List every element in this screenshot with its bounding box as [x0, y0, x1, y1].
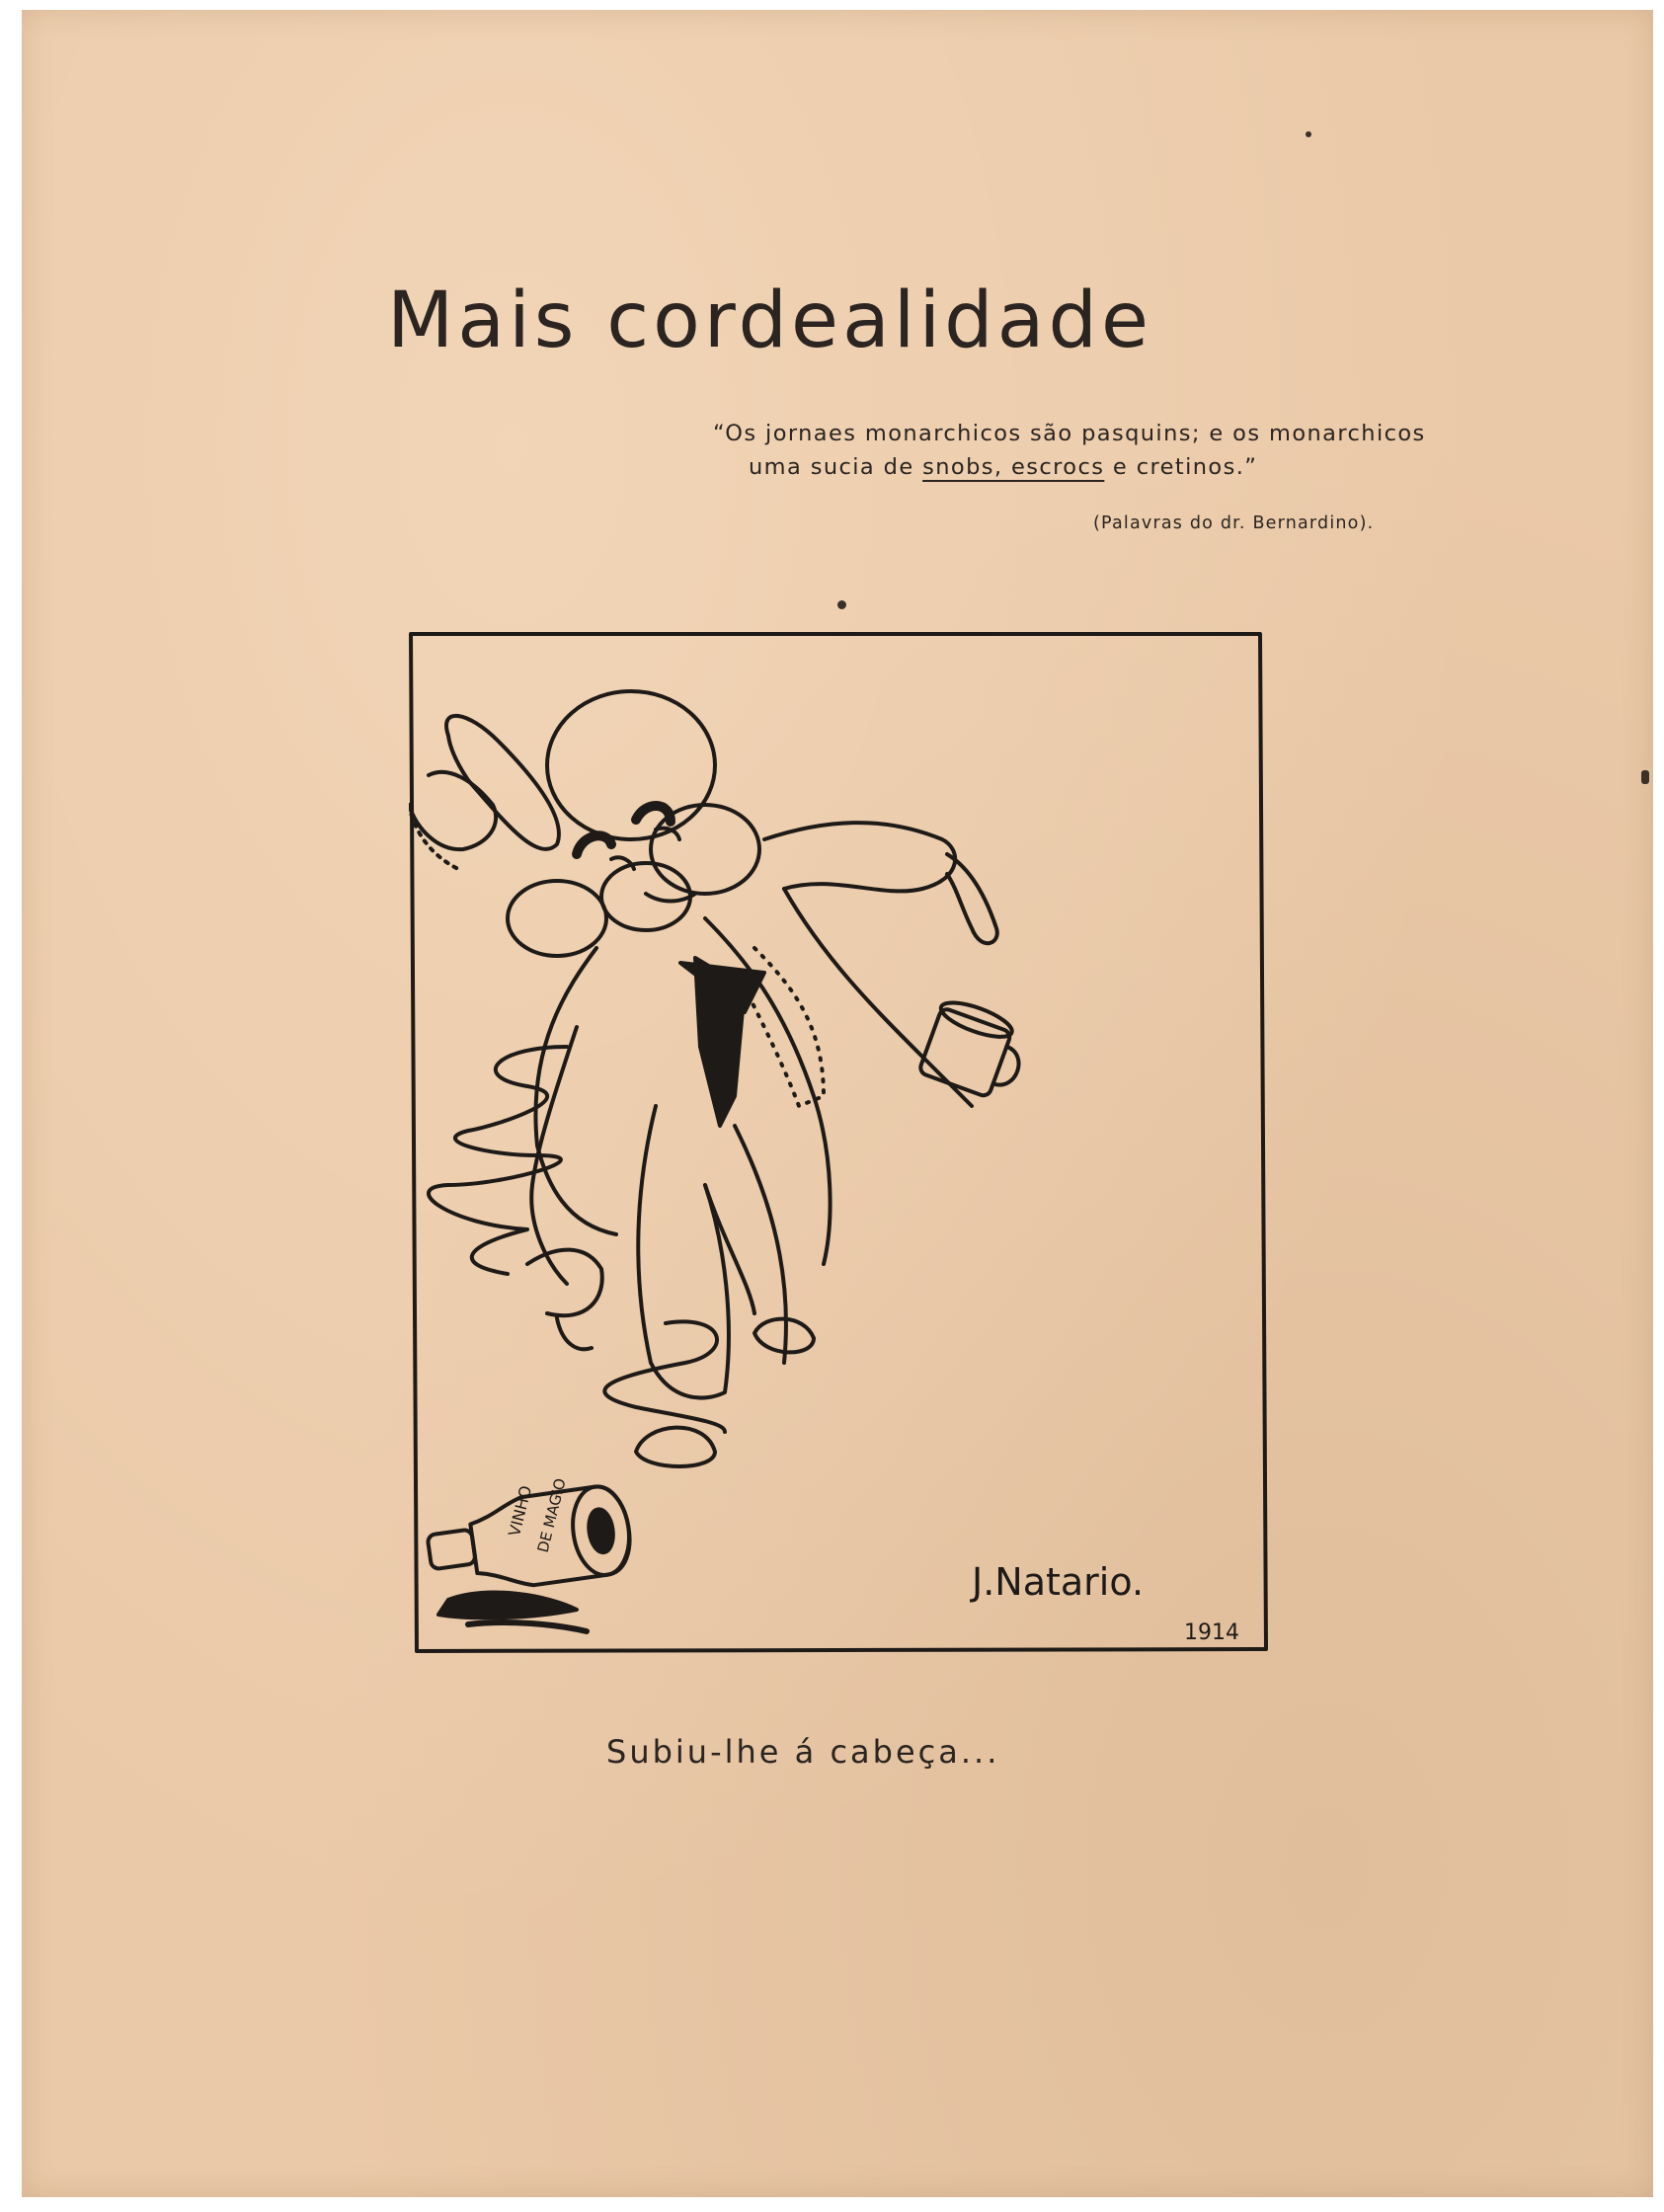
shoe	[636, 1428, 715, 1466]
smoke-swirl	[429, 1047, 567, 1274]
quote-attribution: (Palavras do dr. Bernardino).	[1093, 514, 1375, 533]
quote-line-1: “Os jornaes monarchicos são pasquins; e os monarchicos	[713, 421, 1426, 446]
quote-line-2-prefix: uma sucia de	[749, 454, 923, 480]
bottle-label-line-2: DE MAGIO	[533, 1476, 570, 1554]
artist-signature: J.Natario.	[972, 1560, 1145, 1604]
flying-hat	[446, 716, 559, 849]
cup	[917, 995, 1033, 1103]
ink-speck	[1641, 770, 1649, 784]
wine-bottle	[422, 1467, 635, 1600]
illustration-caption: Subiu-lhe á cabeça...	[606, 1733, 1000, 1771]
ink-speck	[1306, 131, 1311, 137]
signature-year: 1914	[1184, 1620, 1239, 1645]
quote-line-2-suffix: e cretinos.”	[1104, 454, 1258, 480]
quote-line-2	[713, 450, 1493, 484]
jacket	[535, 948, 616, 1234]
quote-underlined-words: snobs, escrocs	[922, 454, 1105, 480]
head	[547, 691, 715, 839]
ink-speck	[837, 600, 846, 609]
wine-puddle	[438, 1593, 577, 1619]
bleed-through-text	[288, 306, 325, 417]
page-title: Mais cordealidade	[387, 276, 1152, 365]
trousers	[638, 1106, 729, 1398]
eyebrow	[577, 835, 611, 854]
nose	[651, 805, 759, 894]
caricature-illustration	[409, 632, 1278, 1654]
bottle-label-line-1: VINHO	[505, 1483, 536, 1539]
magazine-page	[22, 10, 1653, 2197]
arm	[784, 889, 972, 1106]
smoke-swirl	[604, 1321, 725, 1432]
epigraph-quote	[713, 417, 1493, 484]
